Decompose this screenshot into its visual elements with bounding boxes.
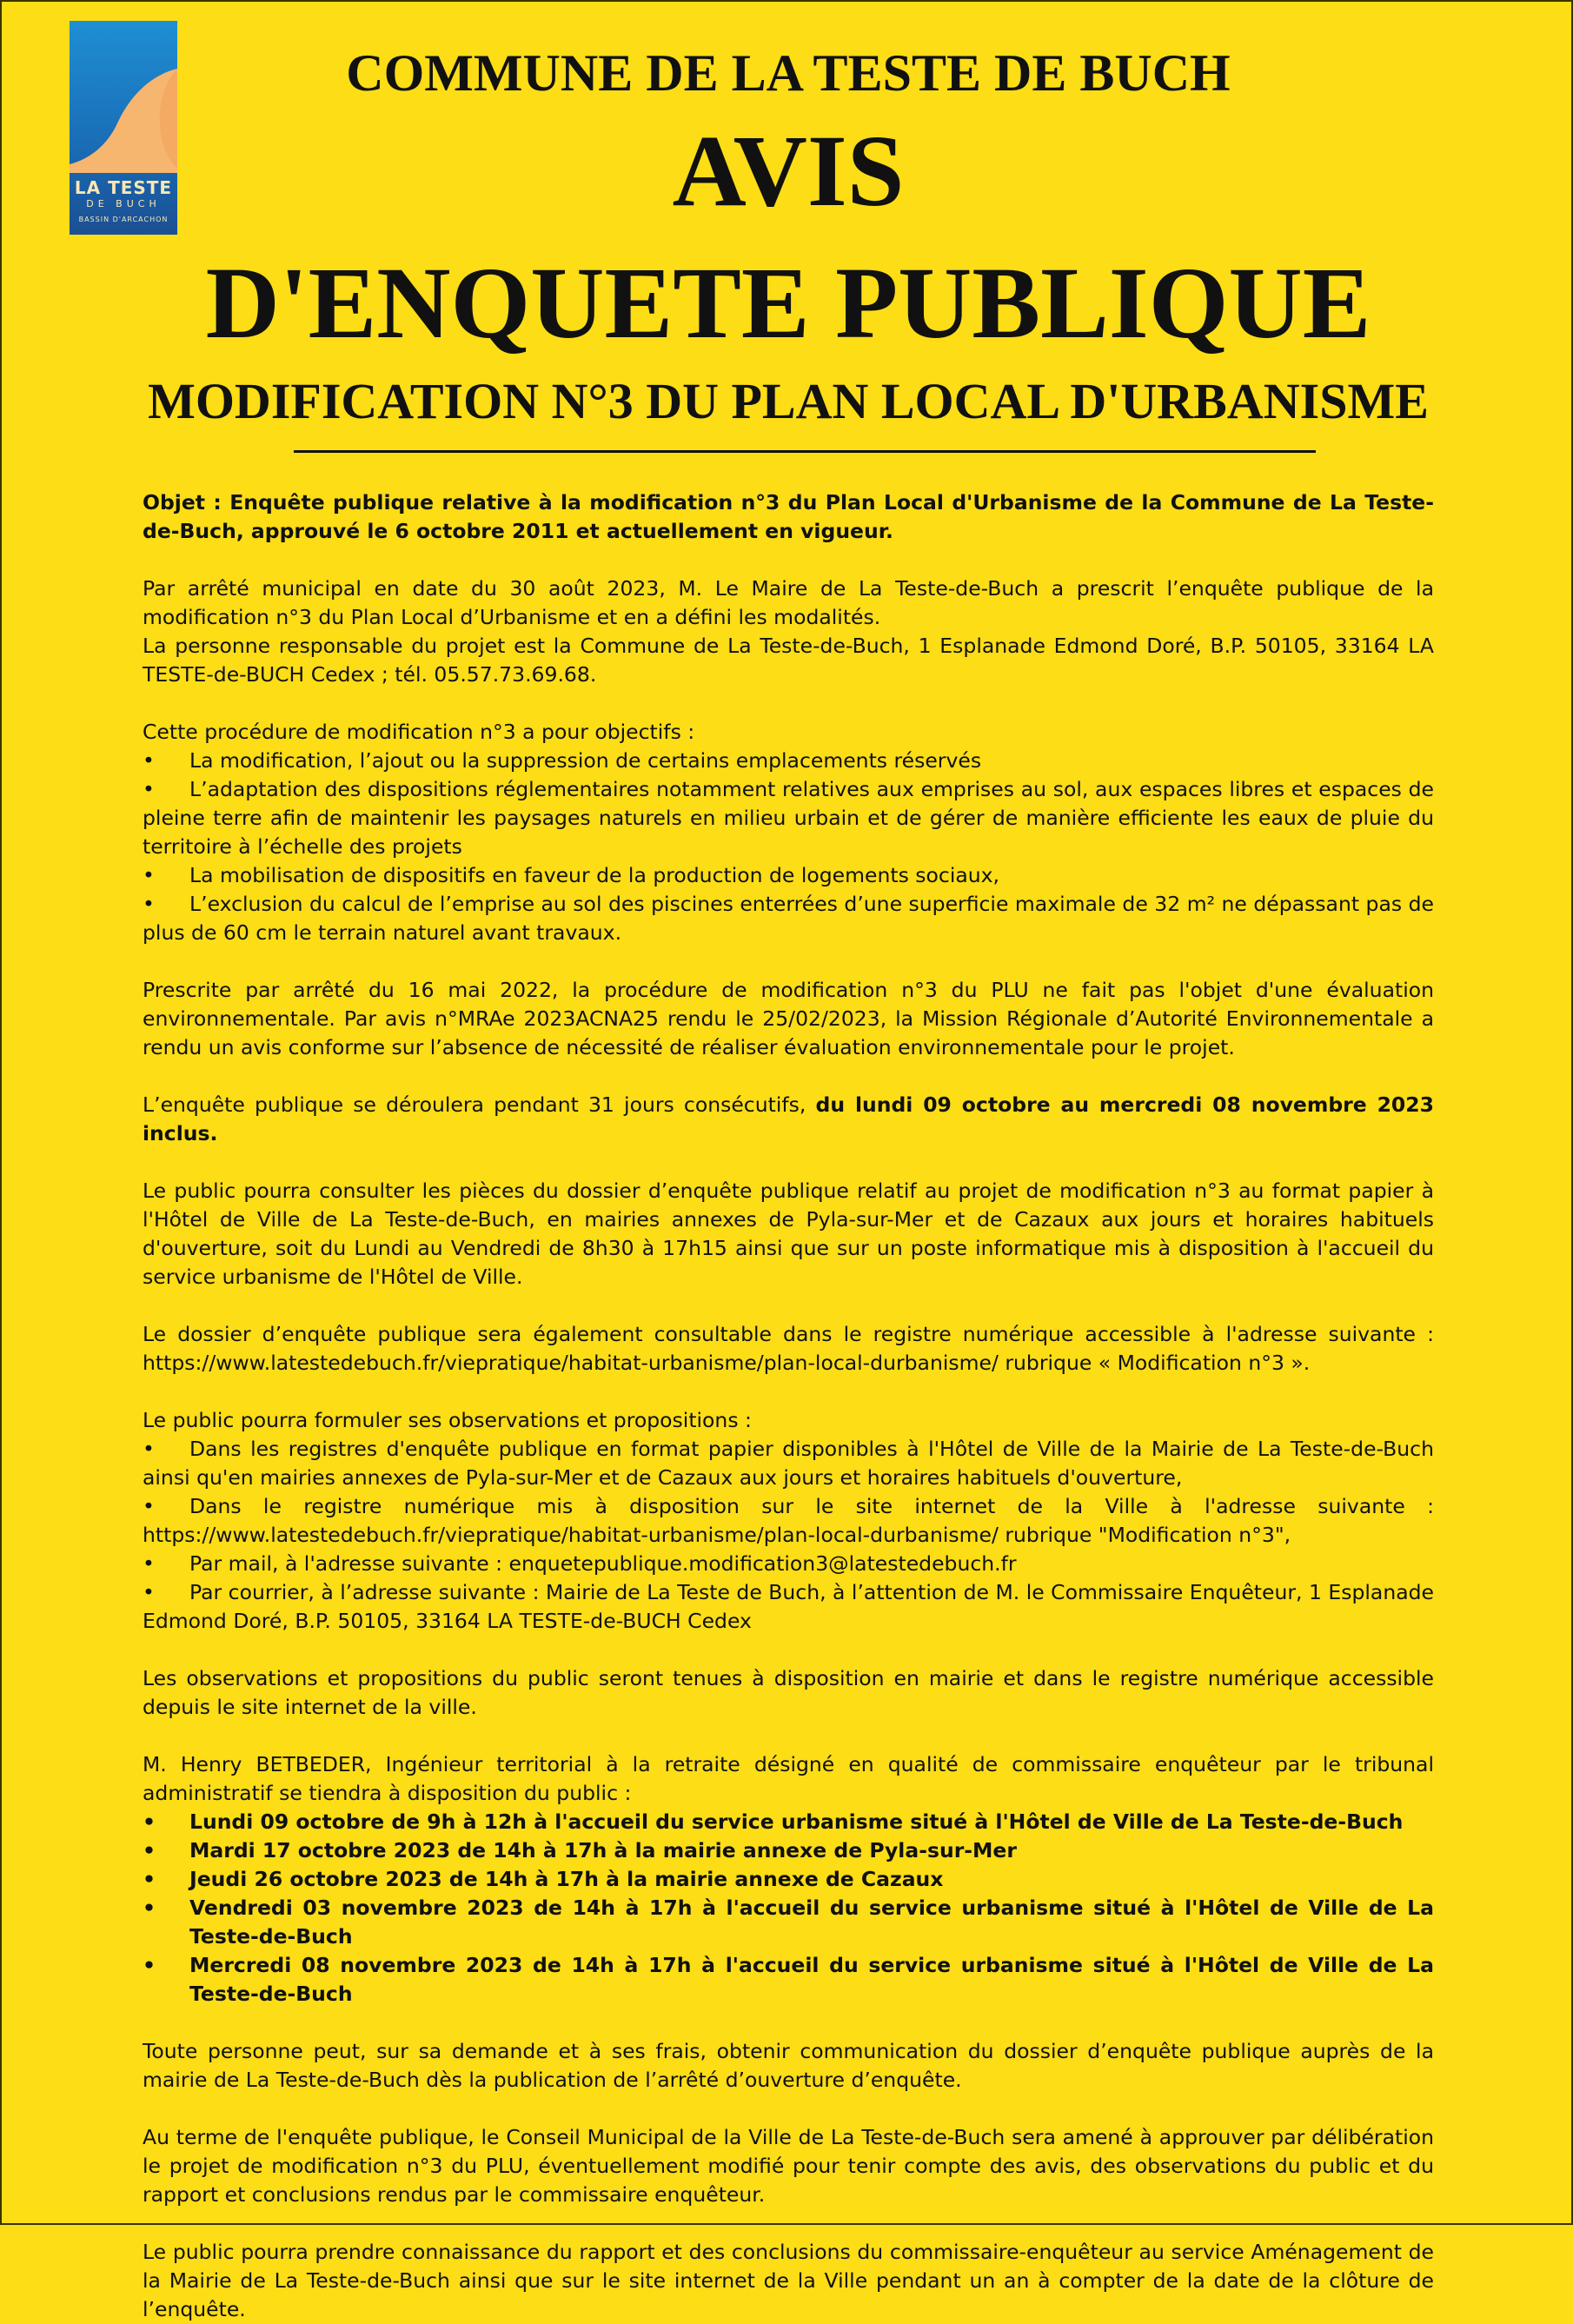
list-item: • Dans le registre numérique mis à disposition sur le site internet de la Ville à l'adresse suivante : https://www.latestedebuch.fr/viepratique/habitat-urbanisme/plan-local-durbanisme/ rubrique "Modification n°3", bbox=[143, 1494, 1434, 1547]
tenues-paragraph: Les observations et propositions du public seront tenues à disposition en mairie et dans le registre numérique accessible depuis le site internet de la ville. bbox=[143, 1666, 1434, 1719]
enquete-title: D'ENQUETE PUBLIQUE bbox=[205, 246, 1371, 360]
responsable-paragraph: La personne responsable du projet est la Commune de La Teste-de-Buch, 1 Esplanade Edmond Doré, B.P. 50105, 33164 LA TESTE-de-BUCH Cedex ; tél. 05.57.73.69.68. bbox=[143, 634, 1434, 687]
bullet-icon: • bbox=[143, 1953, 156, 1977]
bullet-icon: • bbox=[143, 1437, 155, 1461]
bullet-icon: • bbox=[143, 1809, 156, 1834]
observations-intro: Le public pourra formuler ses observations et propositions : bbox=[143, 1408, 752, 1432]
bullet-icon: • bbox=[143, 1896, 156, 1920]
modification-title: MODIFICATION N°3 DU PLAN LOCAL D'URBANISME bbox=[148, 373, 1429, 429]
bullet-icon: • bbox=[143, 1494, 155, 1518]
list-item: • Mardi 17 octobre 2023 de 14h à 17h à la mairie annexe de Pyla-sur-Mer bbox=[143, 1836, 1434, 1865]
objectifs-intro: Cette procédure de modification n°3 a pour objectifs : bbox=[143, 720, 695, 744]
communication-paragraph: Toute personne peut, sur sa demande et à ses frais, obtenir communication du dossier d’enquête publique auprès de la mairie de La Teste-de-Buch dès la publication de l’arrêté d’ouverture d’enquête. bbox=[143, 2039, 1434, 2092]
commune-title: COMMUNE DE LA TESTE DE BUCH bbox=[346, 44, 1231, 102]
list-item: • Lundi 09 octobre de 9h à 12h à l'accueil du service urbanisme situé à l'Hôtel de Ville de La Teste-de-Buch bbox=[143, 1808, 1434, 1836]
logo-tagline: BASSIN D'ARCACHON bbox=[78, 216, 169, 223]
duree-paragraph: L’enquête publique se déroulera pendant 31 jours consécutifs, du lundi 09 octobre au mercredi 08 novembre 2023 inclus. bbox=[143, 1092, 1434, 1145]
duree-dates: du lundi 09 octobre au mercredi 08 novembre 2023 inclus. bbox=[143, 1092, 1434, 1145]
list-item: • Par mail, à l'adresse suivante : enquetepublique.modification3@latestedebuch.fr bbox=[143, 1550, 1434, 1578]
objet-paragraph: Objet : Enquête publique relative à la modification n°3 du Plan Local d'Urbanisme de la Commune de La Teste-de-Buch, approuvé le 6 octobre 2011 et actuellement en vigueur. bbox=[143, 490, 1434, 543]
bullet-icon: • bbox=[143, 1580, 155, 1604]
bullet-icon: • bbox=[143, 863, 155, 887]
rapport-paragraph: Le public pourra prendre connaissance du rapport et des conclusions du commissaire-enquêteur au service Aménagement de la Mairie de La Teste-de-Buch ainsi que sur le site internet de la Ville pendant un an à compter de la date de la clôture de l’enquête. bbox=[143, 2240, 1434, 2321]
logo-sub: DE BUCH bbox=[86, 198, 161, 209]
bullet-icon: • bbox=[143, 1551, 155, 1576]
bullet-icon: • bbox=[143, 748, 155, 773]
list-item: • L’exclusion du calcul de l’emprise au sol des piscines enterrées d’une superficie maximale de 32 m² ne dépassant pas de plus de 60 cm le terrain naturel avant travaux. bbox=[143, 892, 1434, 945]
bullet-icon: • bbox=[143, 1867, 156, 1891]
notice-body bbox=[143, 488, 1434, 2324]
list-item: • La mobilisation de dispositifs en faveur de la production de logements sociaux, bbox=[143, 861, 1434, 890]
terme-paragraph: Au terme de l'enquête publique, le Conseil Municipal de la Ville de La Teste-de-Buch sera amené à approuver par délibération le projet de modification n°3 du PLU, éventuellement modifié pour tenir compte des avis, des observations du public et du rapport et conclusions rendus par le commissaire enquêteur. bbox=[143, 2125, 1434, 2207]
bullet-icon: • bbox=[143, 1838, 156, 1863]
bullet-icon: • bbox=[143, 892, 155, 916]
commissaire-paragraph: M. Henry BETBEDER, Ingénieur territorial à la retraite désigné en qualité de commissaire enquêteur par le tribunal administratif se tiendra à disposition du public : bbox=[143, 1752, 1434, 1805]
header-divider bbox=[294, 450, 1316, 453]
list-item: • L’adaptation des dispositions réglementaires notamment relatives aux emprises au sol, aux espaces libres et espaces de pleine terre afin de maintenir les paysages naturels en milieu urbain et de gérer de manière efficiente les eaux de pluie du territoire à l’échelle des projets bbox=[143, 777, 1434, 859]
avis-title: AVIS bbox=[672, 114, 905, 228]
list-item: • Vendredi 03 novembre 2023 de 14h à 17h à l'accueil du service urbanisme situé à l'Hôtel de Ville de La Teste-de-Buch bbox=[143, 1896, 1434, 1949]
logo-name: LA TESTE bbox=[74, 177, 173, 198]
list-item: • Mercredi 08 novembre 2023 de 14h à 17h à l'accueil du service urbanisme situé à l'Hôtel de Ville de La Teste-de-Buch bbox=[143, 1953, 1434, 2006]
list-item: • Jeudi 26 octobre 2023 de 14h à 17h à la mairie annexe de Cazaux bbox=[143, 1865, 1434, 1894]
bullet-icon: • bbox=[143, 777, 155, 801]
consulter-paragraph: Le public pourra consulter les pièces du dossier d’enquête publique relatif au projet de modification n°3 au format papier à l'Hôtel de Ville de La Teste-de-Buch, en mairies annexes de Pyla-sur-Mer et de Cazaux aux jours et horaires habituels d'ouverture, soit du Lundi au Vendredi de 8h30 à 17h15 ainsi que sur un poste informatique mis à disposition à l'accueil du service urbanisme de l'Hôtel de Ville. bbox=[143, 1179, 1434, 1289]
arrete-paragraph: Par arrêté municipal en date du 30 août 2023, M. Le Maire de La Teste-de-Buch a prescrit l’enquête publique de la modification n°3 du Plan Local d’Urbanisme et en a défini les modalités. bbox=[143, 576, 1434, 629]
prescrite-paragraph: Prescrite par arrêté du 16 mai 2022, la procédure de modification n°3 du PLU ne fait pas l'objet d'une évaluation environnementale. Par avis n°MRAe 2023ACNA25 rendu le 25/02/2023, la Mission Régionale d’Autorité Environnementale a rendu un avis conforme sur l’absence de nécessité de réaliser évaluation environnementale pour le projet. bbox=[143, 978, 1434, 1059]
list-item: • La modification, l’ajout ou la suppression de certains emplacements réservés bbox=[143, 747, 1434, 775]
list-item: • Par courrier, à l’adresse suivante : Mairie de La Teste de Buch, à l’attention de M. le Commissaire Enquêteur, 1 Esplanade Edmond Doré, B.P. 50105, 33164 LA TESTE-de-BUCH Cedex bbox=[143, 1580, 1434, 1633]
list-item: • Dans les registres d'enquête publique en format papier disponibles à l'Hôtel de Ville de la Mairie de La Teste-de-Buch ainsi qu'en mairies annexes de Pyla-sur-Mer et de Cazaux aux jours et horaires habituels d'ouverture, bbox=[143, 1437, 1434, 1490]
numerique-paragraph: Le dossier d’enquête publique sera également consultable dans le registre numérique accessible à l'adresse suivante : https://www.latestedebuch.fr/viepratique/habitat-urbanisme/plan-local-durbanisme/ rubrique « Modification n°3 ». bbox=[143, 1322, 1434, 1375]
